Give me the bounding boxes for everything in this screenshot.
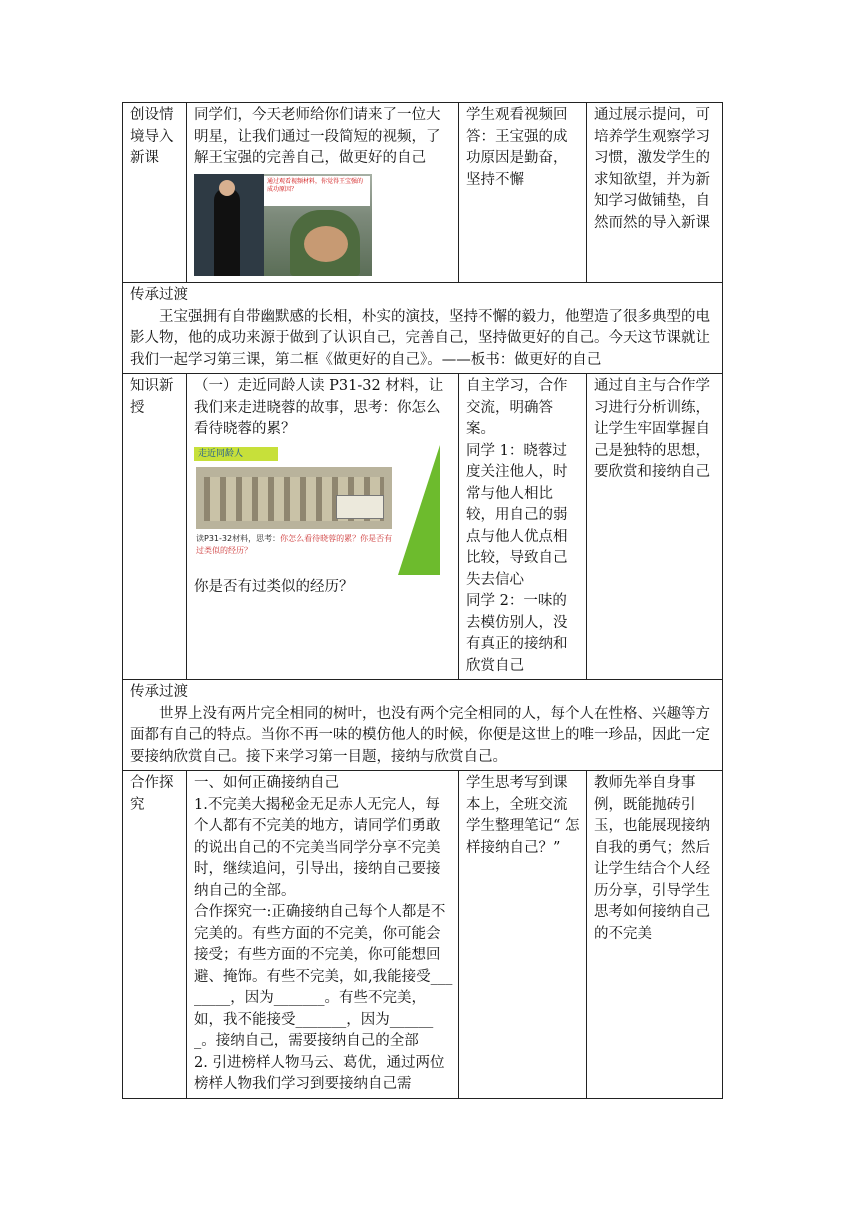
teacher-activity-cell <box>187 771 459 1099</box>
teacher-text: 同学们，今天老师给你们请来了一位大明星，让我们通过一段简短的视频，了解王宝强的完善自己，做更好的自己 <box>194 107 441 166</box>
image-question-red: 你怎么看待晓蓉的累？你是否有过类似的经历？ <box>196 533 393 555</box>
table-row <box>123 103 723 283</box>
transition-title: 传承过渡 <box>130 684 188 700</box>
teacher-paragraph-2: 合作探究一:正确接纳自己每个人都是不完美的。有些方面的不完美，你可能会接受；有些方面的不完美，你可能想回避、掩饰。有些不完美，如,我能接受________，因为_______。有些不完美，如，我不能接受_______，因为_______。接纳自己，需要接纳自己的全部 <box>194 904 453 1049</box>
transition-text: 世界上没有两片完全相同的树叶，也没有两个完全相同的人，每个人在性格、兴趣等方面都有自己的特点。当你不再一味的模仿他人的时候，你便是这世上的唯一珍品，因此一定要接纳欣赏自己。接下来学习第一目题，接纳与欣赏自己。 <box>130 705 710 765</box>
teacher-paragraph-1: 1.不完美大揭秘金无足赤人无完人，每个人都有不完美的地方，请同学们勇敢的说出自己的不完美当同学分享不完美时，继续追问，引导出，接纳自己要接纳自己的全部。 <box>194 796 441 899</box>
transition-cell <box>123 680 723 771</box>
stage-label: 合作探究 <box>130 775 174 813</box>
image-title: 走近同龄人 <box>194 447 278 461</box>
table-row <box>123 283 723 374</box>
wang-baoqiang-image <box>194 174 372 276</box>
teacher-paragraph-3: 2. 引进榜样人物马云、葛优，通过两位榜样人物我们学习到要接纳自己需 <box>194 1054 445 1092</box>
stage-cell <box>123 771 187 1099</box>
design-intent-cell <box>587 374 723 680</box>
image-question <box>196 533 396 557</box>
stage-label: 创设情境导入新课 <box>130 107 174 166</box>
table-row <box>123 771 723 1099</box>
student-activity-cell <box>459 771 587 1099</box>
stage-label: 知识新授 <box>130 378 174 416</box>
teacher-activity-cell <box>187 103 459 283</box>
teacher-text-after: 你是否有过类似的经历？ <box>194 578 354 595</box>
table-row <box>123 374 723 680</box>
lesson-plan-table <box>122 102 723 1099</box>
student-text: 学生思考写到课本上，全班交流学生整理笔记“ 怎样接纳自己？” <box>466 775 580 856</box>
student-activity-cell <box>459 374 587 680</box>
teacher-activity-cell <box>187 374 459 680</box>
transition-text: 王宝强拥有自带幽默感的长相，朴实的演技，坚持不懈的毅力，他塑造了很多典型的电影人物，他的成功来源于做到了认识自己，完善自己，坚持做更好的自己。今天这节课就让我们一起学习第三课，第二框《做更好的自己》。——板书：做更好的自己 <box>130 308 710 368</box>
peer-story-image <box>194 445 440 575</box>
image-caption: 通过观看视频材料，你觉得王宝强的成功原因？ <box>264 176 370 206</box>
student-answer-2: 同学 2：一味的去模仿别人，没有真正的接纳和欣赏自己 <box>466 593 568 674</box>
student-answer-1: 同学 1：晓蓉过度关注他人，时常与他人相比较，用自己的弱点与他人优点相比较，导致自己失去信心 <box>466 442 568 588</box>
image-question-prefix: 读P31-32材料，思考： <box>196 533 281 543</box>
intent-text: 教师先举自身事例，既能抛砖引玉，也能展现接纳自我的勇气；然后让学生结合个人经历分享，引导学生思考如何接纳自己的不完美 <box>594 775 710 942</box>
stage-cell <box>123 374 187 680</box>
student-text: 自主学习，合作交流，明确答案。 <box>466 378 568 437</box>
transition-cell <box>123 283 723 374</box>
intent-text: 通过展示提问，可培养学生观察学习习惯，激发学生的求知欲望，并为新知学习做铺垫，自然而然的导入新课 <box>594 107 710 231</box>
intent-text: 通过自主与合作学习进行分析训练，让学生牢固掌握自己是独特的思想，要欣赏和接纳自己 <box>594 378 710 480</box>
teacher-text: （一）走近同龄人读 P31-32 材料，让我们来走进晓蓉的故事，思考：你怎么看待晓蓉的累？ <box>194 378 444 437</box>
design-intent-cell <box>587 771 723 1099</box>
table-row <box>123 680 723 771</box>
section-heading: 一、如何正确接纳自己 <box>194 775 339 791</box>
stage-cell <box>123 103 187 283</box>
design-intent-cell <box>587 103 723 283</box>
transition-title: 传承过渡 <box>130 287 188 303</box>
student-text: 学生观看视频回答：王宝强的成功原因是勤奋，坚持不懈 <box>466 107 568 188</box>
student-activity-cell <box>459 103 587 283</box>
